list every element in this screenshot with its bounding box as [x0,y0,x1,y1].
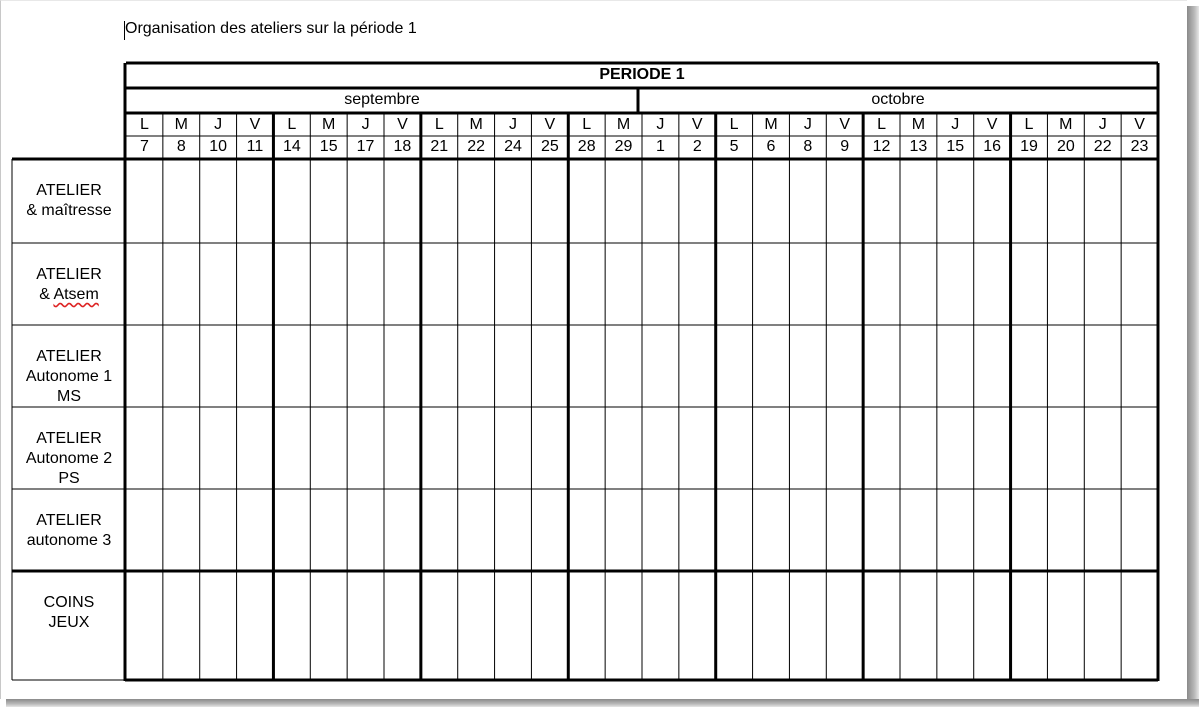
day-date: 15 [946,138,965,155]
month-label-september: septembre [344,91,420,108]
day-date: 18 [393,138,412,155]
day-letter: V [986,116,998,133]
document-title[interactable]: Organisation des ateliers sur la période 1 [125,20,417,37]
day-letter: L [729,116,739,133]
day-date: 12 [872,138,891,155]
day-letter: M [322,116,336,133]
day-date: 13 [909,138,928,155]
day-letter: V [839,116,851,133]
day-date: 17 [356,138,375,155]
day-letter: V [544,116,556,133]
day-letter: L [434,116,444,133]
day-letter: V [1134,116,1145,133]
day-letter: M [1059,116,1073,133]
day-letter: J [361,116,370,133]
row-label-line: autonome 3 [26,532,112,549]
day-letter: M [764,116,778,133]
row-label-line: ATELIER [36,512,102,529]
row-label [14,265,124,305]
day-letter: L [877,116,887,133]
day-letter: J [1098,116,1107,133]
row-label-line: JEUX [48,614,90,631]
day-letter: M [174,116,188,133]
day-date: 23 [1130,138,1149,155]
row-label-line: PS [58,470,80,487]
row-label-line: ATELIER [36,266,102,283]
day-date: 8 [176,138,186,155]
day-date: 14 [282,138,301,155]
row-label-line: Autonome 2 [25,450,113,467]
day-letter: V [691,116,703,133]
day-letter: J [656,116,665,133]
day-date: 7 [139,138,149,155]
day-date: 21 [430,138,449,155]
day-date: 22 [467,138,486,155]
day-date: 5 [729,138,739,155]
row-label-line: ATELIER [36,182,102,199]
month-label-october: octobre [871,91,925,108]
day-date: 10 [209,138,228,155]
day-letter: L [1024,116,1034,133]
day-letter: J [951,116,960,133]
day-date: 20 [1056,138,1075,155]
row-label [14,429,124,489]
row-label-line: ATELIER [36,430,102,447]
day-date: 16 [983,138,1002,155]
day-letter: L [139,116,149,133]
row-label [14,181,124,221]
day-letter: J [803,116,812,133]
day-letter: J [508,116,517,133]
day-date: 22 [1093,138,1112,155]
day-date: 11 [246,138,264,155]
row-label-line: ATELIER [36,348,102,365]
day-date: 19 [1020,138,1038,155]
day-letter: M [616,116,631,133]
day-date: 24 [504,138,522,155]
row-label [14,347,124,407]
day-date: 25 [540,138,559,155]
period-title: PERIODE 1 [599,66,685,83]
row-label-line: & maîtresse [26,202,112,219]
day-date: 6 [766,138,776,155]
day-date: 15 [319,138,338,155]
row-label [14,511,124,551]
day-letter: V [249,116,261,133]
day-letter: J [214,116,223,133]
day-date: 1 [655,138,665,155]
day-letter: M [469,116,483,133]
day-letter: L [582,116,592,133]
day-date: 2 [692,138,702,155]
day-date: 8 [803,138,813,155]
day-date: 9 [840,138,850,155]
day-letter: V [397,116,408,133]
row-label-line: Autonome 1 [25,368,113,385]
day-date: 29 [614,138,633,155]
row-label-line: COINS [43,594,95,611]
day-date: 28 [577,138,596,155]
row-label [14,593,124,633]
row-label-line: MS [57,388,81,405]
day-letter: L [287,116,297,133]
day-letter: M [911,116,926,133]
row-label-line: & Atsem [39,286,99,303]
spellcheck-underline: Atsem [53,286,99,303]
